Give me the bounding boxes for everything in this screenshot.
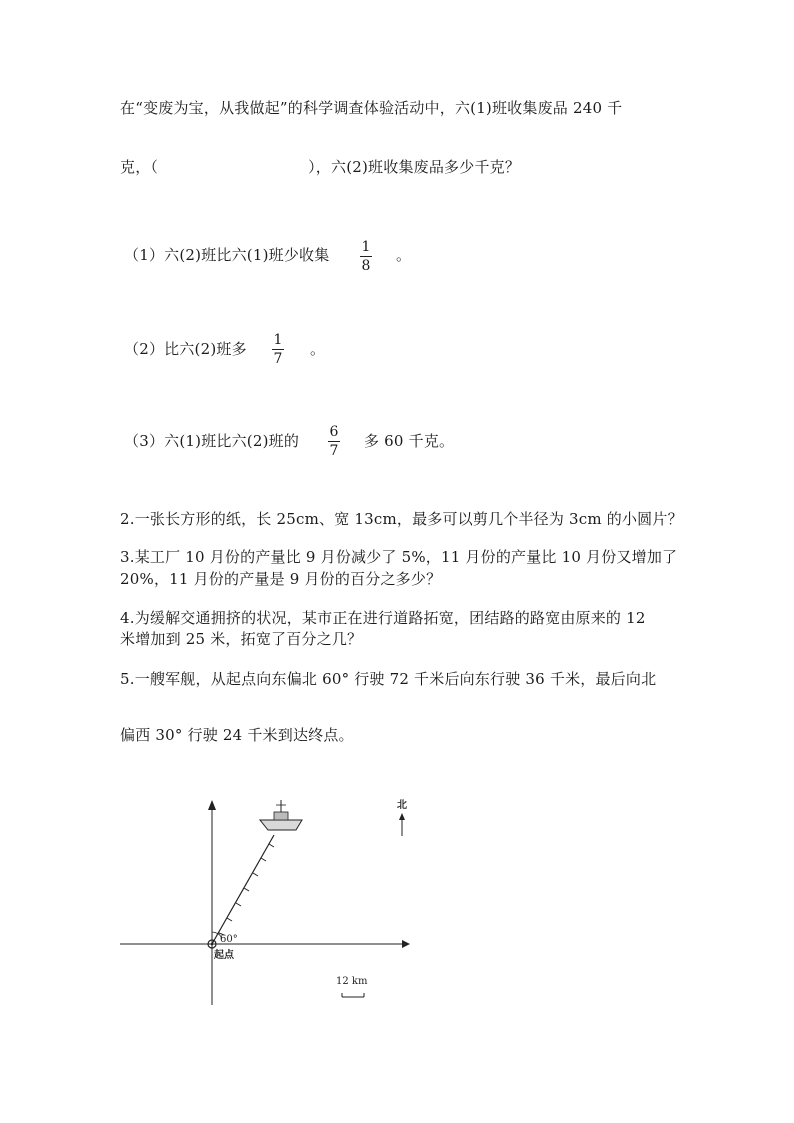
option3-numerator: 6 (329, 424, 339, 440)
problem3-line1: 3.某工厂 10 月份的产量比 9 月份减少了 5%，11 月份的产量比 10 月份又增加了 (120, 548, 678, 566)
fraction-bar (272, 349, 284, 350)
scale-label: 12 km (336, 976, 368, 987)
problem5-line2: 偏西 30° 行驶 24 千米到达终点。 (120, 726, 354, 744)
option1-end: 。 (396, 246, 412, 264)
fraction-bar (360, 256, 372, 257)
option2-denominator: 7 (273, 351, 283, 367)
route-diagram (110, 790, 430, 1015)
option3-end: 多 60 千克。 (364, 432, 455, 450)
fraction-bar (328, 441, 340, 442)
problem5-line1: 5.一艘军舰，从起点向东偏北 60° 行驶 72 千米后向东行驶 36 千米，最后向北 (120, 670, 657, 688)
option1-numerator: 1 (361, 239, 371, 255)
problem3-line2: 20%，11 月份的产量是 9 月份的百分之多少？ (120, 570, 442, 588)
route-segment (212, 835, 274, 944)
north-arrow-icon (399, 813, 405, 820)
problem2-text: 2.一张长方形的纸，长 25cm、宽 13cm，最多可以剪几个半径为 3cm 的小圆片？ (120, 510, 683, 528)
option2-text: （2）比六(2)班多 (124, 340, 247, 358)
option3-fraction (328, 424, 340, 459)
problem1-line2 (120, 156, 520, 177)
route-tick-marks (219, 844, 274, 935)
option1-fraction (360, 239, 372, 274)
problem1-line1: 在“变废为宝，从我做起”的科学调查体验活动中，六(1)班收集废品 240 千 (120, 99, 623, 117)
option2-numerator: 1 (273, 332, 283, 348)
problem1-line2-end: ），六(2)班收集废品多少千克？ (308, 158, 521, 176)
warship-icon (260, 800, 302, 830)
east-arrow-icon (402, 940, 410, 948)
problem4-line2: 米增加到 25 米，拓宽了百分之几？ (120, 630, 363, 648)
option2-fraction (272, 332, 284, 367)
option1-text: （1）六(2)班比六(1)班少收集 (124, 246, 330, 264)
option3-denominator: 7 (329, 443, 339, 459)
north-axis-arrow-icon (208, 800, 216, 810)
start-label: 起点 (214, 950, 234, 961)
north-label: 北 (397, 800, 407, 811)
problem1-line2-start: 克，（ (120, 158, 159, 176)
problem4-line1: 4.为缓解交通拥挤的状况，某市正在进行道路拓宽，团结路的路宽由原来的 12 (120, 609, 646, 627)
angle-label: 60° (220, 934, 238, 945)
option2-end: 。 (310, 340, 326, 358)
option3-text: （3）六(1)班比六(2)班的 (124, 432, 300, 450)
option1-denominator: 8 (361, 258, 371, 274)
